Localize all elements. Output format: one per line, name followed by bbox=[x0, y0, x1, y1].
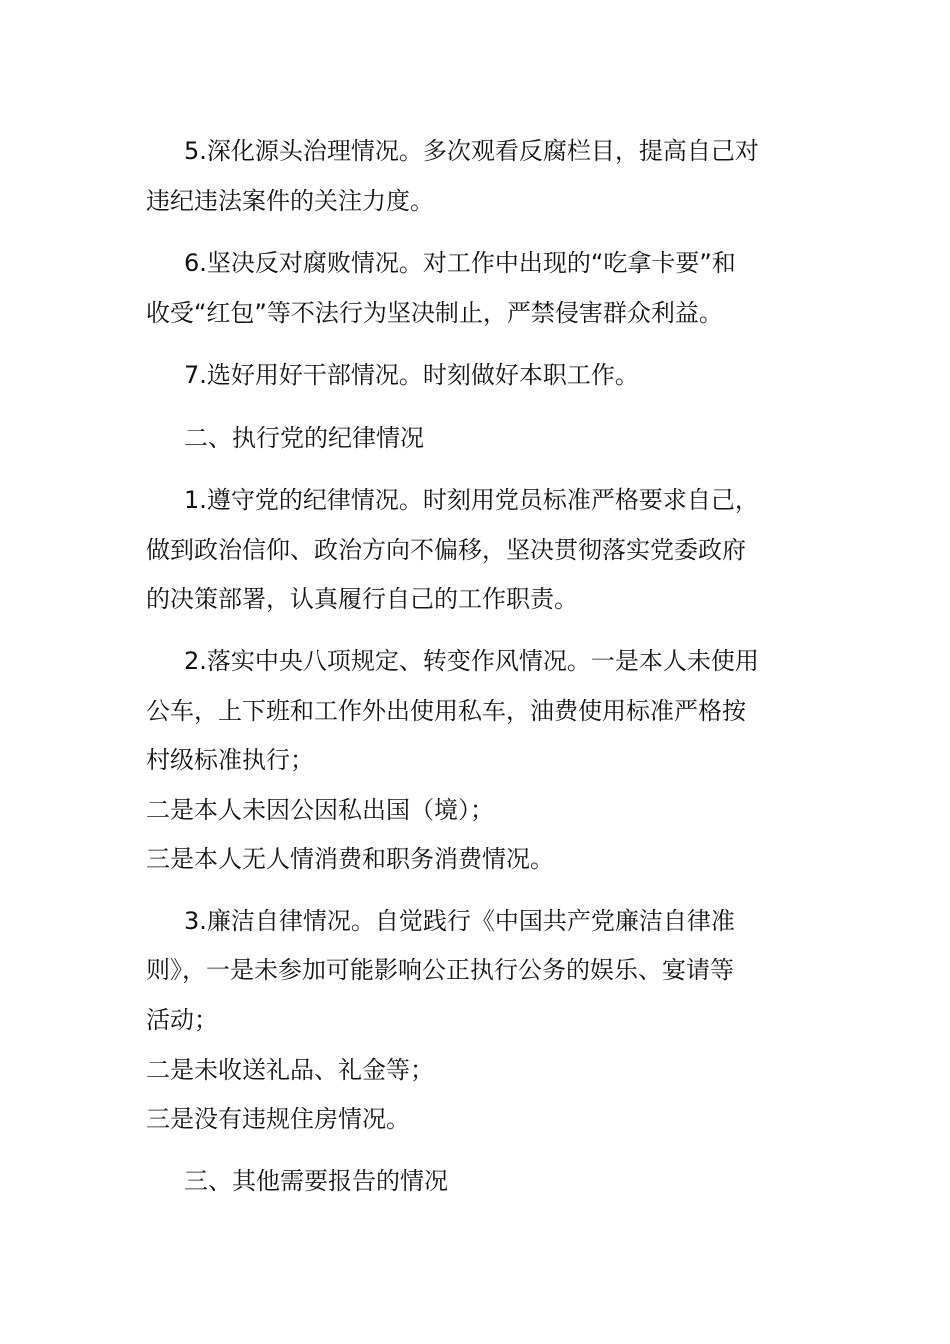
item-1-line-2: 做到政治信仰、政治方向不偏移，坚决贯彻落实党委政府 bbox=[146, 536, 746, 564]
item-2-sub-line-3: 三是本人无人情消费和职务消费情况。 bbox=[146, 845, 554, 873]
paragraph-7-line-1: 7.选好用好干部情况。时刻做好本职工作。 bbox=[184, 361, 639, 389]
item-2-line-3: 村级标准执行； bbox=[146, 746, 314, 774]
item-3-line-3: 活动； bbox=[146, 1006, 218, 1034]
item-1-line-3: 的决策部署，认真履行自己的工作职责。 bbox=[146, 585, 578, 613]
item-2-sub-line-2: 二是本人未因公因私出国（境）； bbox=[146, 796, 494, 824]
item-3-line-1: 3.廉洁自律情况。自觉践行《中国共产党廉洁自律准 bbox=[184, 907, 735, 935]
item-2-line-1: 2.落实中央八项规定、转变作风情况。一是本人未使用 bbox=[184, 647, 759, 675]
paragraph-5-line-1: 5.深化源头治理情况。多次观看反腐栏目，提高自己对 bbox=[184, 137, 759, 165]
item-3-sub-line-2: 二是未收送礼品、礼金等； bbox=[146, 1056, 434, 1084]
item-2-line-2: 公车，上下班和工作外出使用私车，油费使用标准严格按 bbox=[146, 697, 746, 725]
section-heading-3: 三、其他需要报告的情况 bbox=[184, 1167, 448, 1195]
item-1-line-1: 1.遵守党的纪律情况。时刻用党员标准严格要求自己， bbox=[184, 486, 759, 514]
paragraph-5-line-2: 违纪违法案件的关注力度。 bbox=[146, 187, 434, 215]
section-heading-2: 二、执行党的纪律情况 bbox=[184, 424, 424, 452]
item-3-sub-line-3: 三是没有违规住房情况。 bbox=[146, 1105, 410, 1133]
paragraph-6-line-1: 6.坚决反对腐败情况。对工作中出现的“吃拿卡要”和 bbox=[184, 249, 736, 277]
item-3-line-2: 则》，一是未参加可能影响公正执行公务的娱乐、宴请等 bbox=[146, 956, 734, 984]
paragraph-6-line-2: 收受“红包”等不法行为坚决制止，严禁侵害群众利益。 bbox=[146, 299, 723, 327]
